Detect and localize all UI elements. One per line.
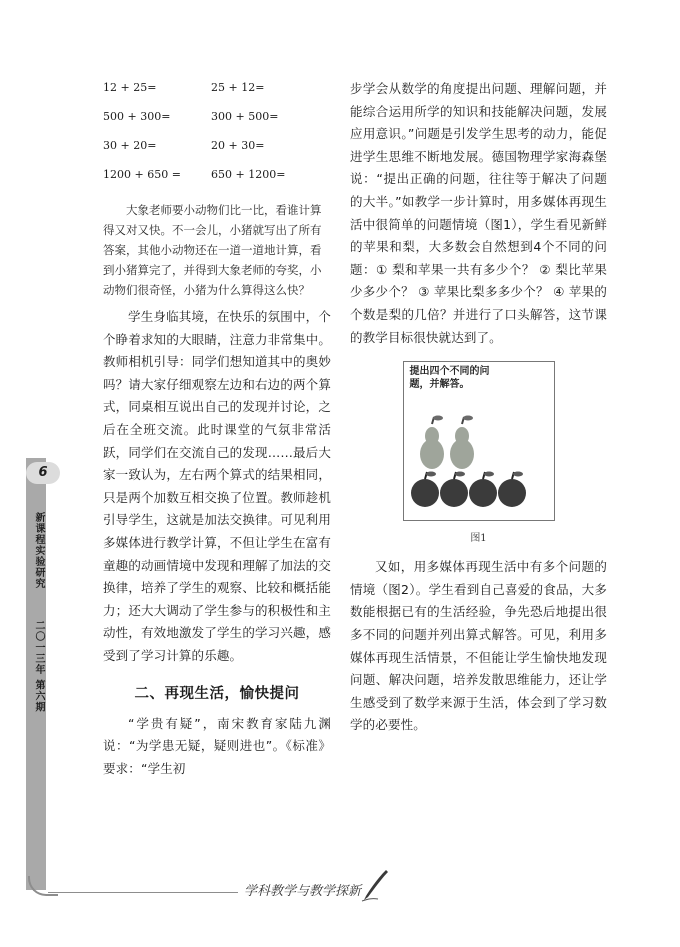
journal-issue-vertical: 二〇一三年 第六期 — [33, 620, 44, 713]
apple-icon — [440, 472, 468, 508]
equation-right: 650 + 1200= — [211, 168, 286, 181]
pear-icon — [450, 416, 474, 470]
footer-text: 学科教学与教学探新 — [244, 884, 362, 899]
equation-left: 30 + 20= — [103, 139, 157, 152]
equation-row — [103, 165, 331, 194]
apple-icon — [469, 472, 497, 508]
footer-rule — [48, 892, 238, 893]
right-column — [350, 78, 607, 737]
figure-caption: 图1 — [470, 533, 487, 545]
equation-list — [103, 78, 331, 194]
story-text: 大象老师要小动物们比一比，看谁计算得又对又快。不一会儿，小猪就写出了所有答案，其他小动物还在一道一道地计算，看到小猪算完了，并得到大象老师的夸奖，小动物们很奇怪，小猪为什么算得这么快？ — [103, 203, 322, 297]
page-number: 6 — [26, 462, 60, 484]
equation-row — [103, 78, 331, 107]
footer-corner-curve — [28, 876, 58, 896]
figure-prompt-text: 提出四个不同的问题，并解答。 — [409, 366, 490, 391]
body-paragraph: 又如，用多媒体再现生活中有多个问题的情境（图2）。学生看到自己喜爱的食品，大多数能根据已有的生活经验，争先恐后地提出很多不同的问题并列出算式解答。可见，利用多媒体再现生活情景，不但能让学生愉快地发现问题、解决问题，培养发散思维能力，还让学生感受到了数学来源于生活，体会到了学习数学的必要性。 — [350, 559, 607, 733]
equation-right: 300 + 500= — [211, 110, 279, 123]
pear-icon — [420, 416, 444, 470]
body-paragraph: “学贵有疑”，南宋教育家陆九渊说：“为学患无疑，疑则进也”。《标准》要求：“学生初 — [103, 715, 331, 776]
equation-right: 25 + 12= — [211, 81, 265, 94]
left-column — [103, 78, 331, 780]
equation-left: 12 + 25= — [103, 81, 157, 94]
journal-title-vertical: 新课程实验研究 — [33, 512, 44, 589]
equation-right: 20 + 30= — [211, 139, 265, 152]
body-paragraph: 步学会从数学的角度提出问题、理解问题，并能综合运用所学的知识和技能解决问题，发展应用意识。”问题是引发学生思考的动力，能促进学生思维不断地发展。德国物理学家海森堡说：“提出正确的问题，往往等于解决了问题的大半。”如教学一步计算时，用多媒体再现生活中很简单的问题情境（图1），学生看见新鲜的苹果和梨，大多数会自然想到4个不同的问题：① 梨和苹果一共有多少个？ ② 梨比苹果少多少个？ ③ 苹果比梨多多少个？ ④ 苹果的个数是梨的几倍？并进行了口头解答，这节课的教学目标很快就达到了。 — [350, 81, 607, 345]
apple-icon — [411, 472, 439, 508]
body-paragraph: 学生身临其境，在快乐的氛围中，个个睁着求知的大眼睛，注意力非常集中。教师相机引导：同学们想知道其中的奥妙吗？请大家仔细观察左边和右边的两个算式，同桌相互说出自己的发现并讨论，之后在全班交流。此时课堂的气氛非常活跃，同学们在交流自己的发现……最后大家一致认为，左右两个算式的结果相同，只是两个加数互相交换了位置。教师趁机引导学生，这就是加法交换律。可见利用多媒体进行教学计算，不但让学生在富有童趣的动画情境中发现和理解了加法的交换律，培养了学生的观察、比较和概括能力；还大大调动了学生参与的积极性和主动性，有效地激发了学生的学习兴趣，感受到了学习计算的乐趣。 — [103, 309, 331, 663]
pen-nib-icon — [360, 868, 390, 902]
apple-icon — [498, 472, 526, 508]
equation-left: 1200 + 650 = — [103, 168, 181, 181]
equation-row — [103, 136, 331, 165]
equation-left: 500 + 300= — [103, 110, 171, 123]
equation-row — [103, 107, 331, 136]
fruit-illustration — [404, 362, 554, 520]
section-heading: 二、再现生活，愉快提问 — [134, 685, 300, 702]
figure-1-image — [403, 361, 555, 521]
